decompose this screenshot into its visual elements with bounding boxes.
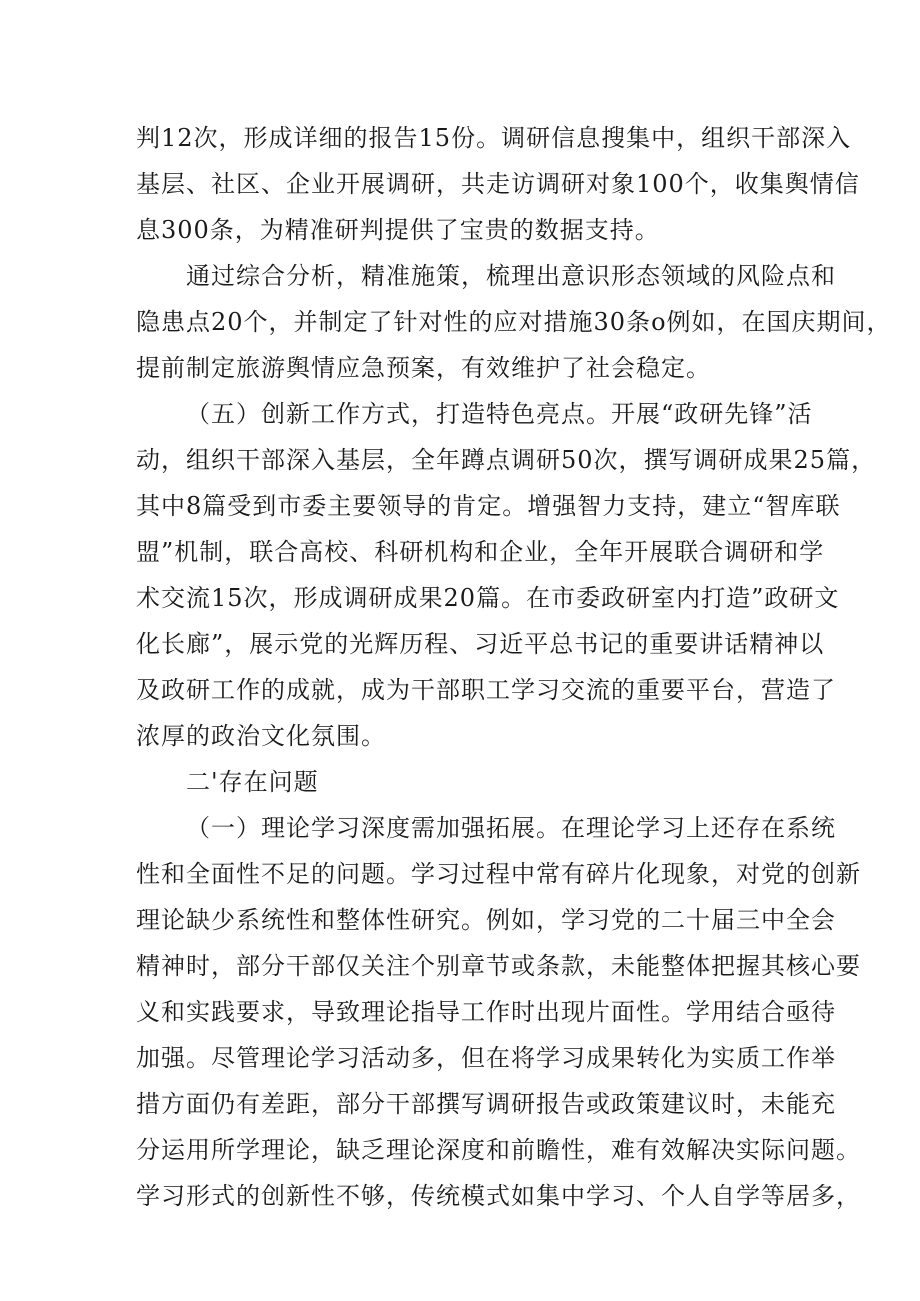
text-line: 判12次，形成详细的报告15份。调研信息搜集中，组织干部深入 [136, 124, 852, 152]
text-line: 理论缺少系统性和整体性研究。例如，学习党的二十届三中全会 [136, 906, 836, 934]
text-line: 化长廊”，展示党的光辉历程、习近平总书记的重要讲话精神以 [136, 630, 825, 658]
text-line: 基层、社区、企业开展调研，共走访调研对象100个，收集舆情信 [136, 170, 860, 198]
text-line: 性和全面性不足的问题。学习过程中常有碎片化现象，对党的创新 [136, 860, 861, 888]
text-line: 动，组织干部深入基层，全年蹲点调研50次，撰写调研成果25篇， [136, 446, 877, 474]
section-heading-line: （五）创新工作方式，打造特色亮点。开展“政研先锋”活 [186, 400, 813, 428]
text-line: 息300条，为精准研判提供了宝贵的数据支持。 [136, 216, 660, 244]
text-line: 措方面仍有差距，部分干部撰写调研报告或政策建议时，未能充 [136, 1090, 836, 1118]
text-line: 及政研工作的成就，成为干部职工学习交流的重要平台，营造了 [136, 676, 836, 704]
text-line: 精神时，部分干部仅关注个别章节或条款，未能整体把握其核心要 [136, 952, 861, 980]
text-line: 盟”机制，联合高校、科研机构和企业，全年开展联合调研和学 [136, 538, 825, 566]
section-heading: 二'存在问题 [186, 768, 319, 796]
text-line: 术交流15次，形成调研成果20篇。在市委政研室内打造”政研文 [136, 584, 840, 612]
text-line: 义和实践要求，导致理论指导工作时出现片面性。学用结合亟待 [136, 998, 836, 1026]
text-line: 通过综合分析，精准施策，梳理出意识形态领域的风险点和 [186, 262, 836, 290]
text-line: 加强。尽管理论学习活动多，但在将学习成果转化为实质工作举 [136, 1044, 836, 1072]
text-line: 分运用所学理论，缺乏理论深度和前瞻性，难有效解决实际问题。 [136, 1136, 861, 1164]
text-line: 其中8篇受到市委主要领导的肯定。增强智力支持，建立“智库联 [136, 492, 841, 520]
text-line: 浓厚的政治文化氛围。 [136, 722, 386, 750]
text-line: 提前制定旅游舆情应急预案，有效维护了社会稳定。 [136, 354, 711, 382]
text-line: 隐患点20个，并制定了针对性的应对措施30条o例如，在国庆期间， [136, 308, 892, 336]
section-heading-line: （一）理论学习深度需加强拓展。在理论学习上还存在系统 [186, 814, 836, 842]
text-line: 学习形式的创新性不够，传统模式如集中学习、个人自学等居多， [136, 1182, 861, 1210]
